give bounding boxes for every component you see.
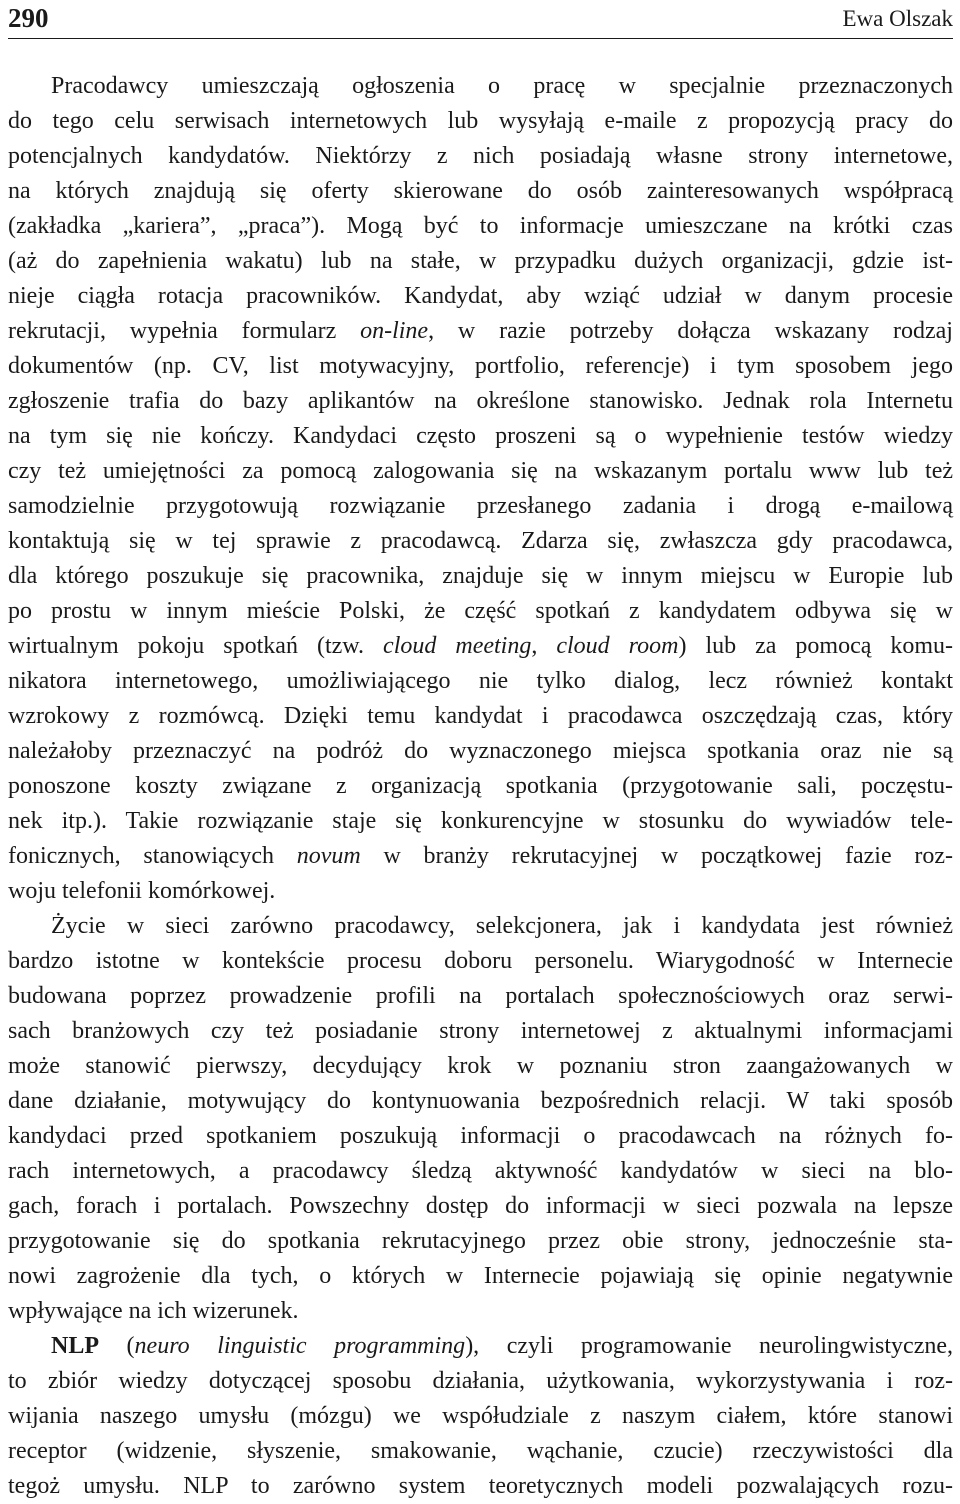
body-text [8,69,953,1504]
text-line: Życie w sieci zarówno pracodawcy, selekcjonera, jak i kandydata jest również [51,913,953,939]
text-line: może stanowić pierwszy, decydujący krok w poznaniu stron zaangażowanych w [8,1053,953,1079]
text-line: (aż do zapełnienia wakatu) lub na stałe, w przypadku dużych organizacji, gdzie ist- [8,248,953,274]
text-line: rekrutacji, wypełnia formularz on-line, w razie potrzeby dołącza wskazany rodzaj [8,318,953,344]
text-line: wirtualnym pokoju spotkań (tzw. cloud meeting, cloud room) lub za pomocą komu- [8,633,954,659]
text-line: budowana poprzez prowadzenie profili na portalach społecznościowych oraz serwi- [8,983,953,1009]
text-line: receptor (widzenie, słyszenie, smakowanie, wąchanie, czucie) rzeczywistości dla [8,1438,953,1464]
italic-term: on-line [360,318,429,344]
text-line: rach internetowych, a pracodawcy śledzą aktywność kandydatów w sieci na blo- [8,1158,953,1184]
text-line: nikatora internetowego, umożliwiającego nie tylko dialog, lecz również kontakt [8,668,953,694]
text-line: przygotowanie się do spotkania rekrutacyjnego przez obie strony, jednocześnie sta- [8,1228,953,1254]
text-line: dla którego poszukuje się pracownika, znajduje się w innym miejscu w Europie lub [8,563,953,589]
text-line: wzrokowy z rozmówcą. Dzięki temu kandydat i pracodawca oszczędzają czas, który [8,703,953,729]
text-line: dokumentów (np. CV, list motywacyjny, portfolio, referencje) i tym sposobem jego [8,353,953,379]
running-head-author: Ewa Olszak [842,6,953,31]
text-line: kandydaci przed spotkaniem poszukują informacji o pracodawcach na różnych fo- [8,1123,953,1149]
text-line: zgłoszenie trafia do bazy aplikantów na określone stanowisko. Jednak rola Internetu [8,388,953,414]
text-line: nieje ciągła rotacja pracowników. Kandydat, aby wziąć udział w danym procesie [8,283,953,309]
italic-term: cloud meeting [383,633,532,659]
text-line: należałoby przeznaczyć na podróż do wyznaczonego miejsca spotkania oraz nie są [8,738,953,764]
text-line: czy też umiejętności za pomocą zalogowania się na wskazanym portalu www lub też [8,458,953,484]
text-line: (zakładka „kariera”, „praca”). Mogą być to informacje umieszczane na krótki czas [8,213,953,239]
text-line: sach branżowych czy też posiadanie strony internetowej z aktualnymi informacjami [8,1018,953,1044]
text-line: samodzielnie przygotowują rozwiązanie przesłanego zadania i drogą e-mailową [8,493,953,519]
text-line: po prostu w innym mieście Polski, że część spotkań z kandydatem odbywa się w [8,598,953,624]
bold-term: NLP [51,1333,99,1359]
text-line: nek itp.). Takie rozwiązanie staje się konkurencyjne w stosunku do wywiadów tele- [8,808,953,834]
text-line: na tym się nie kończy. Kandydaci często proszeni są o wypełnienie testów wiedzy [8,423,953,449]
text-line: kontaktują się w tej sprawie z pracodawcą. Zdarza się, zwłaszcza gdy pracodawca, [8,528,953,554]
text-line: nowi zagrożenie dla tych, o których w Internecie pojawiają się opinie negatywnie [8,1263,953,1289]
text-line: wijania naszego umysłu (mózgu) we współudziale z naszym ciałem, które stanowi [8,1403,953,1429]
text-line: bardzo istotne w kontekście procesu doboru personelu. Wiarygodność w Internecie [8,948,953,974]
text-line: potencjalnych kandydatów. Niektórzy z nich posiadają własne strony internetowe, [8,143,953,169]
text-line: fonicznych, stanowiących novum w branży rekrutacyjnej w początkowej fazie roz- [8,843,954,869]
text-line: na których znajdują się oferty skierowane do osób zainteresowanych współpracą [8,178,953,204]
text-line: NLP (neuro linguistic programming), czyli programowanie neurolingwistyczne, [51,1333,954,1359]
page-number: 290 [8,3,49,33]
text-line: Pracodawcy umieszczają ogłoszenia o pracę w specjalnie przeznaczonych [51,73,953,99]
text-line: wpływające na ich wizerunek. [8,1298,299,1324]
text-line: woju telefonii komórkowej. [8,878,276,904]
paragraph [8,909,953,1329]
italic-term: novum [296,843,361,869]
italic-term: neuro linguistic programming [134,1333,466,1359]
italic-term: cloud room [556,633,679,659]
paragraph [8,69,953,909]
text-line: do tego celu serwisach internetowych lub wysyłają e-maile z propozycją pracy do [8,108,953,134]
text-line: dane działanie, motywujący do kontynuowania bezpośrednich relacji. W taki sposób [8,1088,953,1114]
text-line: tegoż umysłu. NLP to zarówno system teoretycznych modeli pozwalających rozu- [8,1473,953,1499]
text-line: to zbiór wiedzy dotyczącej sposobu działania, użytkowania, wykorzystywania i roz- [8,1368,953,1394]
running-header [8,0,953,39]
text-line: gach, forach i portalach. Powszechny dostęp do informacji w sieci pozwala na lepsze [8,1193,953,1219]
text-line: ponoszone koszty związane z organizacją spotkania (przygotowanie sali, poczęstu- [8,773,953,799]
paragraph [8,1329,953,1504]
